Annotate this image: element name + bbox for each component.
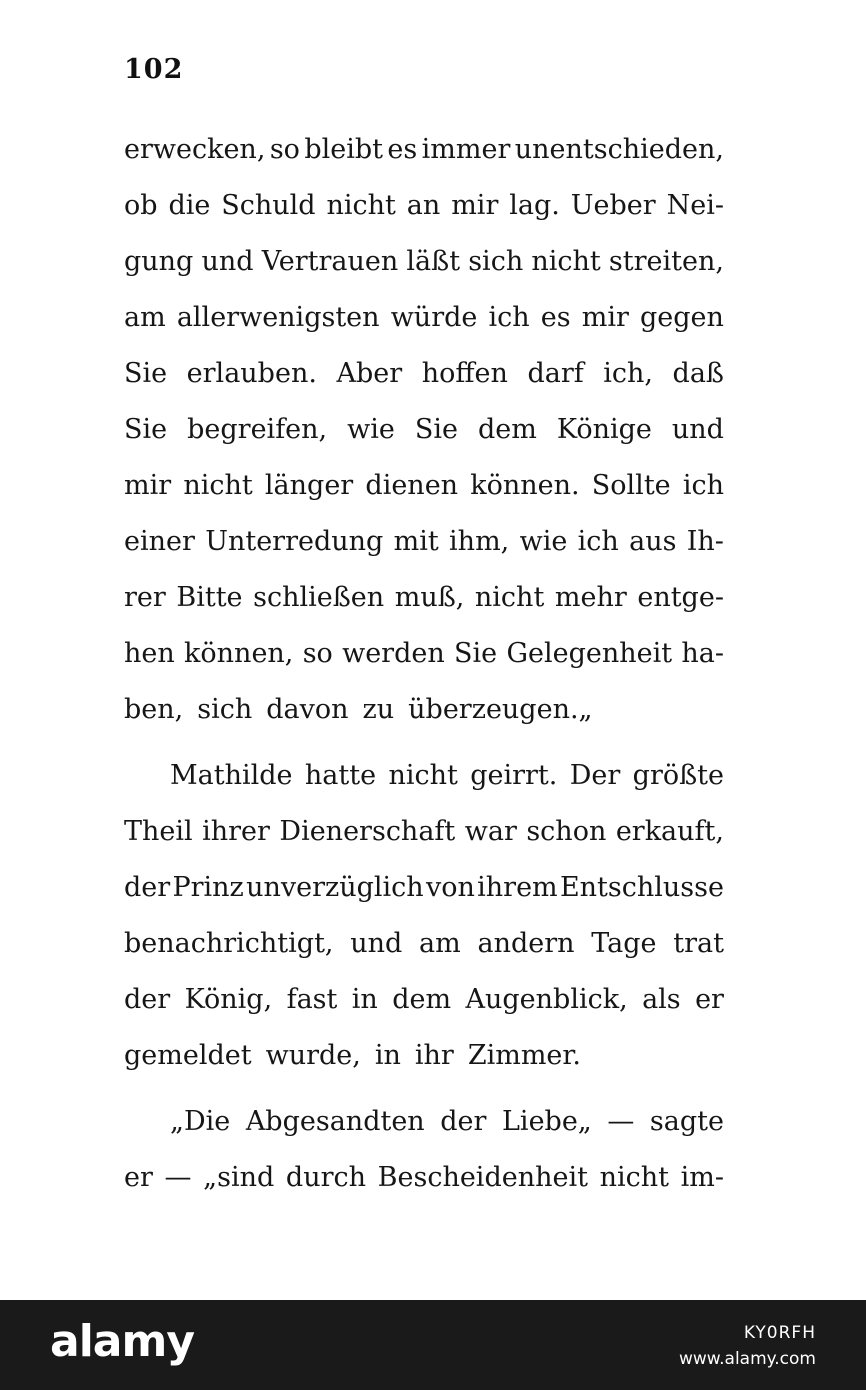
word: Ih- xyxy=(686,526,724,557)
word: läßt xyxy=(406,246,461,277)
text-line xyxy=(124,346,724,402)
word: schließen xyxy=(253,582,385,613)
word: daß xyxy=(672,358,724,389)
word: ihr xyxy=(414,1040,454,1071)
text-line xyxy=(124,1028,724,1084)
word: entge- xyxy=(637,582,724,613)
text-line xyxy=(124,972,724,1028)
word: von xyxy=(425,872,475,903)
word: in xyxy=(374,1040,401,1071)
text-line xyxy=(124,122,724,178)
word: — xyxy=(607,1106,635,1137)
word: darf xyxy=(527,358,584,389)
word: war xyxy=(464,816,517,847)
word: nicht xyxy=(326,190,396,221)
word: Dienerschaft xyxy=(279,816,456,847)
text-line xyxy=(124,682,724,738)
word: ihm, xyxy=(449,526,510,557)
word: Der xyxy=(569,760,621,791)
word: werden xyxy=(342,638,445,669)
word: Sollte xyxy=(591,470,671,501)
word: am xyxy=(419,928,461,959)
word: Theil xyxy=(124,816,193,847)
word: wie xyxy=(347,414,395,445)
text-line xyxy=(124,402,724,458)
word: der xyxy=(440,1106,487,1137)
word: Prinz xyxy=(172,872,244,903)
word: Gelegenheit xyxy=(506,638,673,669)
word: Abgesandten xyxy=(245,1106,425,1137)
text-line xyxy=(124,626,724,682)
word: schon xyxy=(526,816,607,847)
word: sich xyxy=(197,694,253,725)
word: Schuld xyxy=(221,190,316,221)
text-line xyxy=(124,514,724,570)
word: können. xyxy=(470,470,580,501)
word: mit xyxy=(393,526,439,557)
text-line xyxy=(124,804,724,860)
word: nicht xyxy=(474,582,545,613)
word: größte xyxy=(632,760,724,791)
word: Unterredung xyxy=(205,526,384,557)
word: bleibt xyxy=(304,134,383,165)
word: als xyxy=(642,984,681,1015)
page-number: 102 xyxy=(124,54,184,85)
word: Sie xyxy=(454,638,498,669)
text-line xyxy=(124,458,724,514)
paragraph-gap xyxy=(124,738,724,748)
word: unverzüglich xyxy=(246,872,424,903)
text-line xyxy=(124,1094,724,1150)
word: streiten, xyxy=(608,246,724,277)
word: können, xyxy=(184,638,294,669)
word: überzeugen.„ xyxy=(408,694,593,725)
word: nicht xyxy=(183,470,253,501)
word: er xyxy=(695,984,724,1015)
alamy-logo: alamy xyxy=(50,1316,194,1367)
word: mir xyxy=(124,470,172,501)
word: ich xyxy=(682,470,724,501)
word: geirrt. xyxy=(470,760,558,791)
word: Vertrauen xyxy=(261,246,399,277)
word: im- xyxy=(680,1162,724,1193)
word: nicht xyxy=(599,1162,669,1193)
image-id: KY0RFH xyxy=(743,1323,816,1343)
word: Bitte xyxy=(176,582,243,613)
word: Aber xyxy=(336,358,403,389)
text-line xyxy=(124,178,724,234)
word: Augenblick, xyxy=(465,984,628,1015)
word: erkauft, xyxy=(615,816,724,847)
text-line xyxy=(124,1150,724,1206)
word: davon xyxy=(266,694,349,725)
word: Bescheidenheit xyxy=(377,1162,588,1193)
word: Sie xyxy=(124,414,168,445)
word: und xyxy=(201,246,254,277)
word: länger xyxy=(264,470,354,501)
word: König, xyxy=(184,984,273,1015)
word: ihrer xyxy=(202,816,270,847)
word: unentschieden, xyxy=(514,134,724,165)
word: „sind xyxy=(203,1162,275,1193)
word: andern xyxy=(477,928,575,959)
word: und xyxy=(671,414,724,445)
footer-url: www.alamy.com xyxy=(678,1349,816,1369)
word: er xyxy=(124,1162,153,1193)
text-line xyxy=(124,234,724,290)
word: sich xyxy=(468,246,524,277)
word: Entschlusse xyxy=(559,872,724,903)
word: es xyxy=(540,302,571,333)
word: erlauben. xyxy=(186,358,317,389)
word: Liebe„ xyxy=(502,1106,592,1137)
word: so xyxy=(302,638,333,669)
text-line xyxy=(124,290,724,346)
word: begreifen, xyxy=(187,414,328,445)
text-line xyxy=(124,570,724,626)
word: so xyxy=(269,134,300,165)
word: dem xyxy=(392,984,452,1015)
word: ich xyxy=(488,302,530,333)
word: rer xyxy=(124,582,166,613)
footer-info xyxy=(679,1320,816,1372)
paragraph-gap xyxy=(124,1084,724,1094)
word: allerwenigsten xyxy=(176,302,380,333)
word: hatte xyxy=(304,760,377,791)
word: ich, xyxy=(603,358,653,389)
word: wie xyxy=(519,526,568,557)
word: lag. xyxy=(509,190,560,221)
word: Mathilde xyxy=(170,760,293,791)
watermark-footer xyxy=(0,1300,866,1390)
word: Sie xyxy=(414,414,458,445)
word: in xyxy=(351,984,378,1015)
word: und xyxy=(350,928,403,959)
text-line xyxy=(124,860,724,916)
body-text xyxy=(124,122,724,1206)
word: sagte xyxy=(649,1106,724,1137)
word: der xyxy=(124,984,171,1015)
word: mir xyxy=(581,302,629,333)
word: hoffen xyxy=(421,358,508,389)
word: Zimmer. xyxy=(467,1040,581,1071)
word: gegen xyxy=(640,302,724,333)
word: ihrem xyxy=(477,872,558,903)
word: einer xyxy=(124,526,195,557)
word: durch xyxy=(285,1162,367,1193)
word: an xyxy=(406,190,441,221)
word: nicht xyxy=(388,760,458,791)
word: zu xyxy=(362,694,395,725)
word: die xyxy=(168,190,211,221)
word: ob xyxy=(124,190,158,221)
word: gemeldet xyxy=(124,1040,252,1071)
word: „Die xyxy=(170,1106,231,1137)
word: fast xyxy=(286,984,338,1015)
word: am xyxy=(124,302,166,333)
word: wurde, xyxy=(265,1040,361,1071)
word: ha- xyxy=(681,638,724,669)
word: — xyxy=(164,1162,192,1193)
word: hen xyxy=(124,638,175,669)
word: der xyxy=(124,872,171,903)
word: muß, xyxy=(394,582,465,613)
word: dem xyxy=(478,414,537,445)
word: ben, xyxy=(124,694,184,725)
word: würde xyxy=(390,302,478,333)
word: Ueber xyxy=(570,190,656,221)
word: benachrichtigt, xyxy=(124,928,334,959)
word: Sie xyxy=(124,358,168,389)
word: immer xyxy=(421,134,511,165)
word: trat xyxy=(673,928,724,959)
word: gung xyxy=(124,246,194,277)
word: aus xyxy=(629,526,677,557)
word: dienen xyxy=(365,470,459,501)
word: erwecken, xyxy=(124,134,266,165)
word: nicht xyxy=(531,246,601,277)
word: Nei- xyxy=(666,190,724,221)
text-line xyxy=(124,916,724,972)
word: mehr xyxy=(554,582,627,613)
text-line xyxy=(124,748,724,804)
word: es xyxy=(387,134,418,165)
word: ich xyxy=(577,526,619,557)
word: Könige xyxy=(556,414,652,445)
word: mir xyxy=(451,190,499,221)
word: Tage xyxy=(591,928,657,959)
